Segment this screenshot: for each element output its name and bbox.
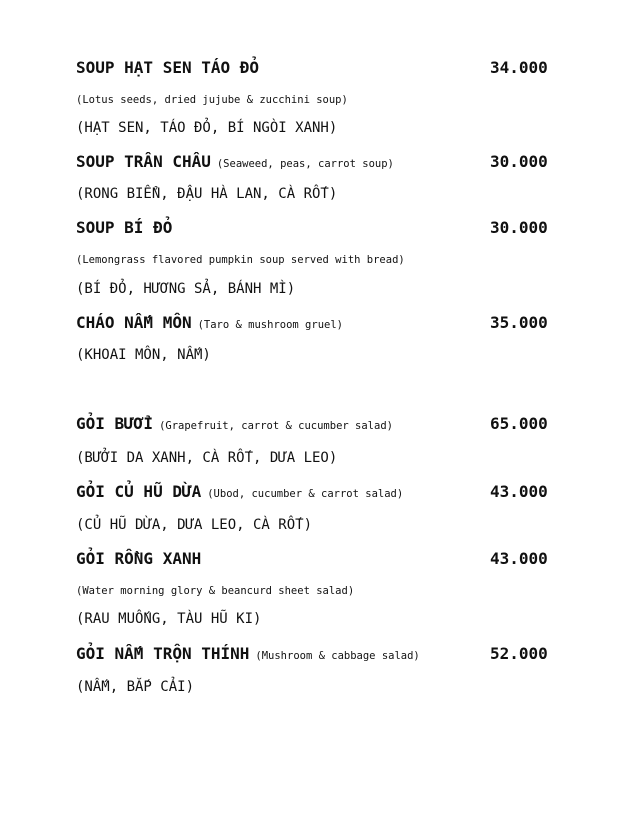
dish-ingredients: (NẤM, BẮP CẢI) <box>76 679 195 695</box>
dish-name-row <box>76 644 420 663</box>
dish-name: SOUP HẠT SEN TÁO ĐỎ <box>76 58 260 77</box>
dish-price: 35.000 <box>490 313 548 332</box>
dish-description: (Taro & mushroom gruel) <box>197 319 343 331</box>
dish-name: SOUP BÍ ĐỎ <box>76 218 173 237</box>
dish-description: (Seaweed, peas, carrot soup) <box>216 158 394 170</box>
dish-ingredients: (BƯỞI DA XANH, CÀ RỐT, DƯA LEO) <box>76 450 338 466</box>
dish-description: (Ubod, cucumber & carrot salad) <box>207 488 404 500</box>
dish-name-row <box>76 313 343 332</box>
dish-ingredients: (HẠT SEN, TÁO ĐỎ, BÍ NGÒI XANH) <box>76 120 338 136</box>
dish-price: 43.000 <box>490 549 548 568</box>
dish-name: SOUP TRÂN CHÂU <box>76 152 211 171</box>
dish-description: (Grapefruit, carrot & cucumber salad) <box>159 420 393 432</box>
dish-description: (Mushroom & cabbage salad) <box>255 650 420 662</box>
dish-name: GỎI NẤM TRỘN THÍNH <box>76 644 250 663</box>
dish-description: (Lemongrass flavored pumpkin soup served with bread) <box>76 254 405 266</box>
dish-name: GỎI CỦ HŨ DỪA <box>76 482 202 501</box>
dish-name-row <box>76 152 394 171</box>
dish-price: 43.000 <box>490 482 548 501</box>
dish-ingredients: (RAU MUỐNG, TÀU HŨ KI) <box>76 611 262 627</box>
dish-description: (Lotus seeds, dried jujube & zucchini soup) <box>76 94 348 106</box>
dish-name: GỎI RỒNG XANH <box>76 549 202 568</box>
dish-price: 52.000 <box>490 644 548 663</box>
dish-price: 30.000 <box>490 218 548 237</box>
dish-name-row <box>76 414 393 433</box>
dish-ingredients: (KHOAI MÔN, NẤM) <box>76 347 211 363</box>
dish-name-row <box>76 482 403 501</box>
dish-ingredients: (BÍ ĐỎ, HƯƠNG SẢ, BÁNH MÌ) <box>76 281 296 297</box>
dish-name: GỎI BƯỞI <box>76 414 154 433</box>
dish-ingredients: (CỦ HŨ DỪA, DƯA LEO, CÀ RỐT) <box>76 517 313 533</box>
dish-price: 65.000 <box>490 414 548 433</box>
dish-description: (Water morning glory & beancurd sheet salad) <box>76 585 355 597</box>
dish-price: 34.000 <box>490 58 548 77</box>
dish-name: CHÁO NẤM MÔN <box>76 313 192 332</box>
dish-ingredients: (RONG BIỂN, ĐẬU HÀ LAN, CÀ RỐT) <box>76 186 338 202</box>
dish-price: 30.000 <box>490 152 548 171</box>
